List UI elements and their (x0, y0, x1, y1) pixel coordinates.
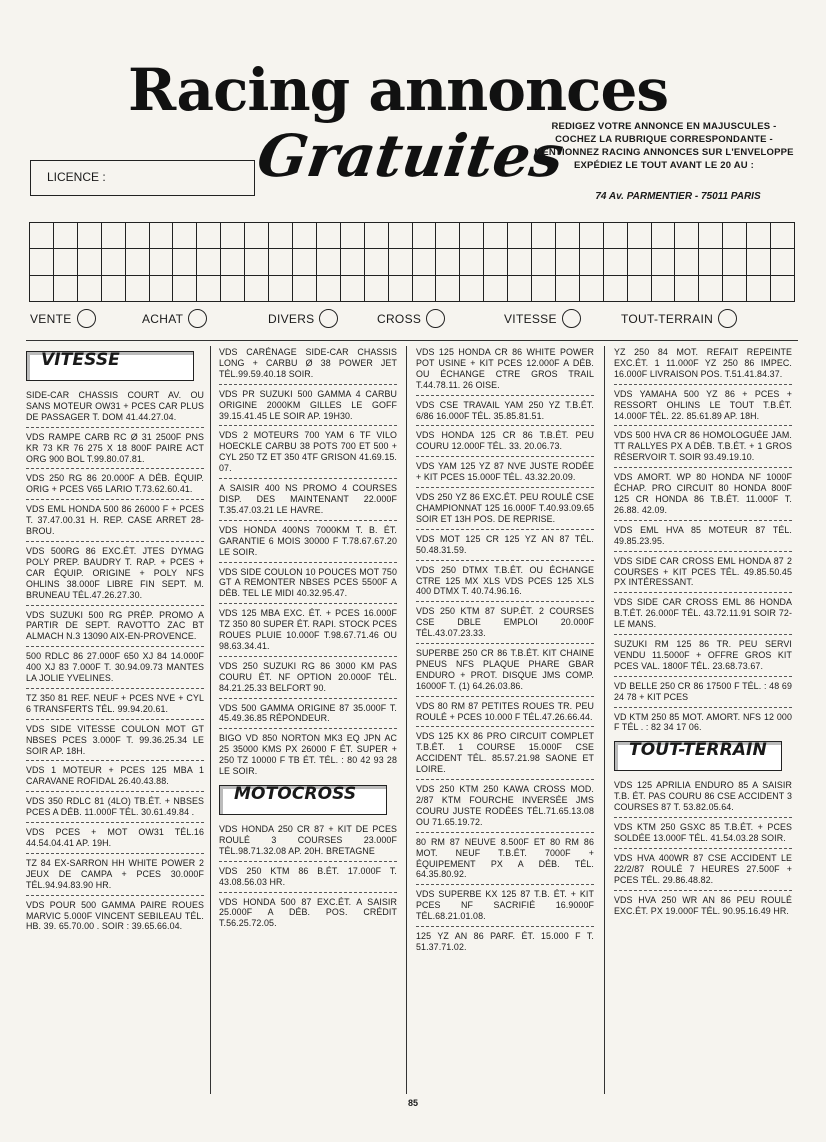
category-label: TOUT-TERRAIN (621, 311, 714, 326)
grid-cell[interactable] (365, 276, 389, 302)
classified-ad: VDS 125 APRILIA ENDURO 85 A SAISIR T.B. ÉT. PAS COURU 86 CSE ACCIDENT 3 COURSES 87 T. 53.82.05.64. (614, 780, 792, 818)
category-label: VITESSE (504, 311, 557, 326)
grid-cell[interactable] (365, 223, 389, 249)
section-header-vitesse: VITESSE (26, 351, 194, 381)
column-divider (604, 346, 605, 1094)
classified-ad: VDS EML HONDA 500 86 26000 F + PCES T. 37.47.00.31 H. REP. CASE ARRET 28-BROU. (26, 504, 204, 542)
classified-ad: VDS SUZUKI 500 RG PRÉP. PROMO A PARTIR DE SEPT. RAVOTTO ZAC BT ALMACH N.3 13090 AIX-EN-PROVENCE. (26, 610, 204, 648)
grid-cell[interactable] (317, 249, 341, 275)
checkbox-circle[interactable] (718, 309, 737, 328)
classified-ad: TZ 84 EX-SARRON HH WHITE POWER 2 JEUX DE CAMPA + PCES 30.000F TÉL.94.94.83.90 HR. (26, 858, 204, 896)
classified-ad: VDS HVA 250 WR AN 86 PEU ROULÉ EXC.ÉT. PX 19.000F TÉL. 90.95.16.49 HR. (614, 894, 792, 916)
grid-cell[interactable] (699, 249, 723, 275)
grid-cell[interactable] (675, 249, 699, 275)
grid-cell[interactable] (269, 249, 293, 275)
grid-cell[interactable] (580, 276, 604, 302)
classified-ad: VDS CARÉNAGE SIDE-CAR CHASSIS LONG + CARBU Ø 38 POWER JET TÉL.99.59.40.18 SOIR. (219, 347, 397, 385)
ads-list (614, 347, 792, 737)
grid-cell[interactable] (150, 223, 174, 249)
grid-cell[interactable] (317, 276, 341, 302)
category-divers[interactable] (268, 309, 338, 328)
grid-cell[interactable] (413, 249, 437, 275)
grid-cell[interactable] (747, 223, 771, 249)
grid-cell[interactable] (126, 249, 150, 275)
grid-cell[interactable] (436, 223, 460, 249)
grid-cell[interactable] (341, 249, 365, 275)
grid-cell[interactable] (173, 249, 197, 275)
classified-ad: VDS 80 RM 87 PETITES ROUES TR. PEU ROULÉ + PCES 10.000 F TÉL.47.26.66.44. (416, 701, 594, 728)
checkbox-circle[interactable] (319, 309, 338, 328)
grid-cell[interactable] (221, 223, 245, 249)
grid-cell[interactable] (556, 276, 580, 302)
grid-cell[interactable] (341, 223, 365, 249)
grid-cell[interactable] (747, 276, 771, 302)
grid-cell[interactable] (389, 223, 413, 249)
ads-list (219, 347, 397, 781)
grid-cell[interactable] (723, 223, 747, 249)
grid-cell[interactable] (675, 223, 699, 249)
grid-cell[interactable] (532, 276, 556, 302)
classified-ad: VDS AMORT. WP 80 HONDA NF 1000F ÉCHAP. PRO CIRCUIT 80 HONDA 800F 125 CR HONDA 86 T.B.ÉT. 11.000F T. 26.88. 42.09. (614, 472, 792, 521)
grid-cell[interactable] (723, 276, 747, 302)
grid-cell[interactable] (293, 223, 317, 249)
grid-cell[interactable] (150, 276, 174, 302)
grid-cell[interactable] (30, 249, 54, 275)
category-checkboxes (0, 309, 826, 331)
grid-cell[interactable] (102, 223, 126, 249)
grid-cell[interactable] (269, 276, 293, 302)
grid-cell[interactable] (126, 223, 150, 249)
classified-ad: VDS 250 DTMX T.B.ÉT. OU ÉCHANGE CTRE 125 MX XLS VDS PCES 125 XLS 400 DTMX T. 40.74.96.16. (416, 565, 594, 603)
grid-cell[interactable] (221, 249, 245, 275)
ads-list (26, 390, 204, 936)
grid-cell[interactable] (78, 223, 102, 249)
grid-cell[interactable] (413, 223, 437, 249)
category-vente[interactable] (30, 309, 96, 328)
grid-cell[interactable] (78, 249, 102, 275)
grid-cell[interactable] (293, 249, 317, 275)
classified-ad: VDS YAM 125 YZ 87 NVE JUSTE RODÉE + KIT PCES 15.000F TÉL. 43.32.20.09. (416, 461, 594, 488)
grid-cell[interactable] (699, 276, 723, 302)
classified-ad: VDS KTM 250 GSXC 85 T.B.ÉT. + PCES SOLDÉE 13.000F TÉL. 41.54.03.28 SOIR. (614, 822, 792, 849)
grid-cell[interactable] (747, 249, 771, 275)
classified-ad: VDS SIDE CAR CROSS EML HONDA 87 2 COURSES + KIT PCES TÉL. 49.85.50.45 PX INTÉRESSANT. (614, 556, 792, 594)
grid-cell[interactable] (365, 249, 389, 275)
category-tout-terrain[interactable] (621, 309, 737, 328)
grid-cell[interactable] (604, 249, 628, 275)
classified-ad: VDS 250 RG 86 20.000F A DÉB. ÉQUIP. ORIG + PCES V65 LARIO T.73.62.60.41. (26, 473, 204, 500)
grid-cell[interactable] (604, 223, 628, 249)
grid-cell[interactable] (723, 249, 747, 275)
page-title: Racing annonces (128, 56, 669, 124)
classified-ad: VDS POUR 500 GAMMA PAIRE ROUES MARVIC 5.000F VINCENT SEBILEAU TÉL. HB. 39. 65.70.00 . SOIR : 39.65.66.04. (26, 899, 204, 932)
grid-cell[interactable] (30, 276, 54, 302)
classified-ad: VDS 350 RDLC 81 (4LO) TB.ÉT. + NBSES PCES A DÉB. 11.000F TÉL. 30.61.49.84 . (26, 796, 204, 823)
grid-cell[interactable] (150, 249, 174, 275)
ads-list (416, 347, 594, 957)
licence-field[interactable] (30, 160, 255, 196)
classified-ad: SUPERBE 250 CR 86 T.B.ÉT. KIT CHAINE PNEUS NFS PLAQUE PHARE GBAR ENDURO + PROT. DISQUE JMS COMP. 16000F T. (1) 64.26.03.86. (416, 648, 594, 697)
classified-ad: VDS MOT 125 CR 125 YZ AN 87 TÉL. 50.48.31.59. (416, 534, 594, 561)
grid-cell[interactable] (556, 223, 580, 249)
grid-cell[interactable] (54, 276, 78, 302)
address-text: 74 Av. PARMENTIER - 75011 PARIS (595, 191, 761, 202)
classified-ad: VDS 500 GAMMA ORIGINE 87 35.000F T. 45.49.36.85 RÉPONDEUR. (219, 703, 397, 730)
grid-cell[interactable] (245, 276, 269, 302)
classified-ad: VDS 250 YZ 86 EXC.ÉT. PEU ROULÉ CSE CHAMPIONNAT 125 16.000F T.40.93.09.65 SOIR ET 13H POS. DE REPRISE. (416, 492, 594, 530)
grid-cell[interactable] (126, 276, 150, 302)
category-cross[interactable] (377, 309, 445, 328)
grid-cell[interactable] (30, 223, 54, 249)
page-number: 85 (407, 1098, 418, 1108)
page-subtitle-script: Gratuites (253, 122, 568, 190)
classified-ad: VDS CSE TRAVAIL YAM 250 YZ T.B.ÉT. 6/86 16.000F TÉL. 35.85.81.51. (416, 400, 594, 427)
classified-ad: VDS PR SUZUKI 500 GAMMA 4 CARBU ORIGINE 2000KM GILLES LE GOFF 39.15.41.45 LE SOIR AP. 19H30. (219, 389, 397, 427)
classified-ad: YZ 250 84 MOT. REFAIT REPEINTE EXC.ÉT. 1 11.000F YZ 250 86 IMPEC. 16.000F LIVRAISON POS. T.51.41.84.37. (614, 347, 792, 385)
grid-cell[interactable] (197, 249, 221, 275)
classified-ad: SUZUKI RM 125 86 TR. PEU SERVI VENDU 11.5000F + OFFRE GROS KIT PCES VAL. 1800F TÉL. 23.68.73.67. (614, 639, 792, 677)
category-label: CROSS (377, 311, 422, 326)
grid-cell[interactable] (771, 276, 795, 302)
classified-ad: SIDE-CAR CHASSIS COURT AV. OU SANS MOTEUR OW31 + PCES CAR PLUS DE PASSAGER T. DOM 41.44.27.04. (26, 390, 204, 428)
ads-list (219, 824, 397, 933)
column-divider (406, 346, 407, 1094)
ads-column-1 (26, 347, 204, 940)
classified-ad: VDS SUPERBE KX 125 87 T.B. ÉT. + KIT PCES NF SACRIFIÉ 16.9000F TÉL.68.21.01.08. (416, 889, 594, 927)
classified-ad: 500 RDLC 86 27.000F 650 XJ 84 14.000F 400 XJ 83 7.000F T. 30.94.09.73 MANTES LA JOLIE YVELINES. (26, 651, 204, 689)
classified-ad: VDS HONDA 400NS 7000KM T. B. ÉT. GARANTIE 6 MOIS 30000 F T.78.67.67.20 LE SOIR. (219, 525, 397, 563)
instructions-text: REDIGEZ VOTRE ANNONCE EN MAJUSCULES - COCHEZ LA RUBRIQUE CORRESPONDANTE - MENTIONNEZ RACING ANNONCES SUR L'ENVELOPPE EXPÉDIEZ LE TOUT AVANT LE 20 AU : (534, 121, 794, 171)
grid-cell[interactable] (508, 223, 532, 249)
classified-ad: VDS 250 KTM 86 B.ÉT. 17.000F T. 43.08.56.03 HR. (219, 866, 397, 893)
section-header-tout-terrain: TOUT-TERRAIN (614, 741, 782, 771)
classified-ad: 80 RM 87 NEUVE 8.500F ET 80 RM 86 MOT. NEUF T.B.ÉT. 7000F + ÉQUIPEMENT PX A DÉB. TÉL. 64.35.80.92. (416, 837, 594, 886)
grid-cell[interactable] (413, 276, 437, 302)
grid-cell[interactable] (269, 223, 293, 249)
grid-cell[interactable] (317, 223, 341, 249)
grid-cell[interactable] (102, 276, 126, 302)
grid-cell[interactable] (652, 249, 676, 275)
grid-cell[interactable] (604, 276, 628, 302)
grid-cell[interactable] (652, 223, 676, 249)
grid-cell[interactable] (293, 276, 317, 302)
grid-cell[interactable] (484, 223, 508, 249)
classified-ad: VD BELLE 250 CR 86 17500 F TÉL. : 48 69 24 78 + KIT PCES (614, 681, 792, 708)
licence-label: LICENCE : (47, 170, 106, 184)
grid-cell[interactable] (54, 223, 78, 249)
checkbox-circle[interactable] (77, 309, 96, 328)
grid-cell[interactable] (508, 249, 532, 275)
grid-cell[interactable] (197, 223, 221, 249)
grid-cell[interactable] (389, 276, 413, 302)
grid-cell[interactable] (197, 276, 221, 302)
classified-ad: VDS 2 MOTEURS 700 YAM 6 TF VILO HOECKLE CARBU 38 POTS 700 ET 500 + CYL 250 TZ ET 350 4TF GRISON 41.69.15. 07. (219, 430, 397, 479)
column-divider (210, 346, 211, 1094)
grid-cell[interactable] (221, 276, 245, 302)
classified-ad: VDS HONDA 250 CR 87 + KIT DE PCES ROULÉ 3 COURSES 23.000F TÉL.98.71.32.08 AP. 20H. BRETAGNE (219, 824, 397, 862)
grid-cell[interactable] (699, 223, 723, 249)
grid-cell[interactable] (102, 249, 126, 275)
grid-cell[interactable] (389, 249, 413, 275)
grid-cell[interactable] (580, 249, 604, 275)
grid-cell[interactable] (532, 223, 556, 249)
grid-cell[interactable] (652, 276, 676, 302)
classified-ad: VDS 125 HONDA CR 86 WHITE POWER POT USINE + KIT PCES 12.000F A DÉB. OU ÉCHANGE CTRE GROS TRAIL T.44.78.11. 26 OISE. (416, 347, 594, 396)
classified-ad: VDS HVA 400WR 87 CSE ACCIDENT LE 22/2/87 ROULÉ 7 HEURES 27.500F + PCES TÉL. 29.86.48.82. (614, 853, 792, 891)
classified-ad: VDS 250 KTM 87 SUP.ÉT. 2 COURSES CSE DBLE EMPLOI 20.000F TÉL.43.07.23.33. (416, 606, 594, 644)
grid-cell[interactable] (771, 223, 795, 249)
classified-ad: VDS 250 SUZUKI RG 86 3000 KM PAS COURU ÉT. NF OPTION 20.000F TÉL. 84.21.25.33 BELFORT 90. (219, 661, 397, 699)
grid-cell[interactable] (508, 276, 532, 302)
ad-entry-grid[interactable] (29, 222, 795, 302)
grid-cell[interactable] (460, 276, 484, 302)
classified-ad: VDS 500 HVA CR 86 HOMOLOGUÉE JAM. TT RALLYES PX A DÉB. T.B.ÉT. + 1 GROS RÉSERVOIR T. SOIR 93.49.19.10. (614, 430, 792, 468)
grid-cell[interactable] (245, 249, 269, 275)
classified-ad: TZ 350 81 REF. NEUF + PCES NVE + CYL 6 TRANSFERTS TÉL. 99.94.20.61. (26, 693, 204, 720)
classified-ad: VDS PCES + MOT OW31 TÉL.16 44.54.04.41 AP. 19H. (26, 827, 204, 854)
ads-column-2 (219, 347, 397, 937)
classified-ad: VDS SIDE COULON 10 POUCES MOT 750 GT A REMONTER NBSES PCES 5500F A DÉB. TEL LE MIDI 40.32.95.47. (219, 567, 397, 605)
classified-ad: 125 YZ AN 86 PARF. ÉT. 15.000 F T. 51.37.71.02. (416, 931, 594, 952)
grid-cell[interactable] (173, 223, 197, 249)
classified-ad: A SAISIR 400 NS PROMO 4 COURSES DISP. DES MAINTENANT 22.000F T.35.47.03.21 LE HAVRE. (219, 483, 397, 521)
classified-ad: VD KTM 250 85 MOT. AMORT. NFS 12 000 F TÉL . : 82 34 17 06. (614, 711, 792, 733)
grid-cell[interactable] (628, 223, 652, 249)
classified-ad: VDS 125 MBA EXC. ÉT. + PCES 16.000F TZ 350 80 SUPER ÉT. RAPI. STOCK PCES ROUES PLUIE 10.000F T.98.67.71.46 OU 98.63.34.41. (219, 608, 397, 657)
grid-cell[interactable] (460, 223, 484, 249)
grid-cell[interactable] (54, 249, 78, 275)
checkbox-circle[interactable] (426, 309, 445, 328)
section-header-motocross: MOTOCROSS (219, 785, 387, 815)
classified-ad: VDS SIDE CAR CROSS EML 86 HONDA B.T.ÉT. 26.000F TÉL. 43.72.11.91 SOIR 72-LE MANS. (614, 597, 792, 635)
grid-cell[interactable] (556, 249, 580, 275)
grid-cell[interactable] (628, 276, 652, 302)
category-label: DIVERS (268, 311, 315, 326)
grid-cell[interactable] (173, 276, 197, 302)
classified-ad: VDS HONDA 500 87 EXC.ÉT. A SAISIR 25.000F A DÉB. POS. CRÉDIT T.56.25.72.05. (219, 896, 397, 929)
classified-ad: VDS SIDE VITESSE COULON MOT GT NBSES PCES 3.000F T. 99.36.25.34 LE SOIR AP. 18H. (26, 724, 204, 762)
grid-cell[interactable] (771, 249, 795, 275)
category-label: VENTE (30, 311, 72, 326)
grid-cell[interactable] (580, 223, 604, 249)
grid-cell[interactable] (460, 249, 484, 275)
classified-ad: VDS RAMPE CARB RC Ø 31 2500F PNS KR 73 KR 76 275 X 18 800F PAIRE ACT ORG 900 BOL T.99.80.07.81. (26, 432, 204, 470)
classified-ad: VDS 125 KX 86 PRO CIRCUIT COMPLET T.B.ÉT. 1 COURSE 15.000F CSE ACCIDENT TÉL. 85.57.21.98 SAONE ET LOIRE. (416, 731, 594, 780)
category-vitesse[interactable] (504, 309, 581, 328)
classified-ad: VDS HONDA 125 CR 86 T.B.ÉT. PEU COURU 12.000F TÉL. 33. 20.06.73. (416, 430, 594, 457)
grid-cell[interactable] (484, 249, 508, 275)
grid-cell[interactable] (341, 276, 365, 302)
grid-cell[interactable] (675, 276, 699, 302)
grid-cell[interactable] (436, 276, 460, 302)
category-achat[interactable] (142, 309, 207, 328)
classified-ad: VDS 500RG 86 EXC.ÉT. JTES DYMAG POLY PREP. BAUDRY T. RAP. + PCES + CAR ÉQUIP. ORIGINE + POLY NFS OHLINS 38.000F LIBRE FIN SEPT. M. BRUNEAU TÉL.47.26.27.30. (26, 546, 204, 606)
ads-column-4 (614, 347, 792, 924)
grid-cell[interactable] (532, 249, 556, 275)
classified-ad: VDS EML HVA 85 MOTEUR 87 TÉL. 49.85.23.95. (614, 525, 792, 552)
classified-ad: BIGO VD 850 NORTON MK3 EQ JPN AC 25 35000 KMS PX 26000 F ÉT. SUPER + 250 TZ 10000 F TB ÉT. TÉL. : 80 42 93 28 LE SOIR. (219, 733, 397, 777)
header-divider (26, 340, 798, 341)
classified-ad: VDS 1 MOTEUR + PCES 125 MBA 1 CARAVANE ROFIDAL 26.40.43.88. (26, 765, 204, 792)
classified-ad: VDS 250 KTM 250 KAWA CROSS MOD. 2/87 KTM FOURCHE INVERSÉE JMS COURU JUSTE RODÉES TÉL.71.65.13.08 OU 71.65.19.72. (416, 784, 594, 833)
grid-cell[interactable] (245, 223, 269, 249)
category-label: ACHAT (142, 311, 184, 326)
grid-cell[interactable] (484, 276, 508, 302)
checkbox-circle[interactable] (188, 309, 207, 328)
classified-ad: VDS YAMAHA 500 YZ 86 + PCES + RESSORT OHLINS LE TOUT T.B.ÉT. 14.000F TÉL. 22. 85.61.89 AP. 18H. (614, 389, 792, 427)
grid-cell[interactable] (78, 276, 102, 302)
grid-cell[interactable] (628, 249, 652, 275)
ads-column-3 (416, 347, 594, 961)
checkbox-circle[interactable] (562, 309, 581, 328)
ads-list (614, 780, 792, 920)
grid-cell[interactable] (436, 249, 460, 275)
